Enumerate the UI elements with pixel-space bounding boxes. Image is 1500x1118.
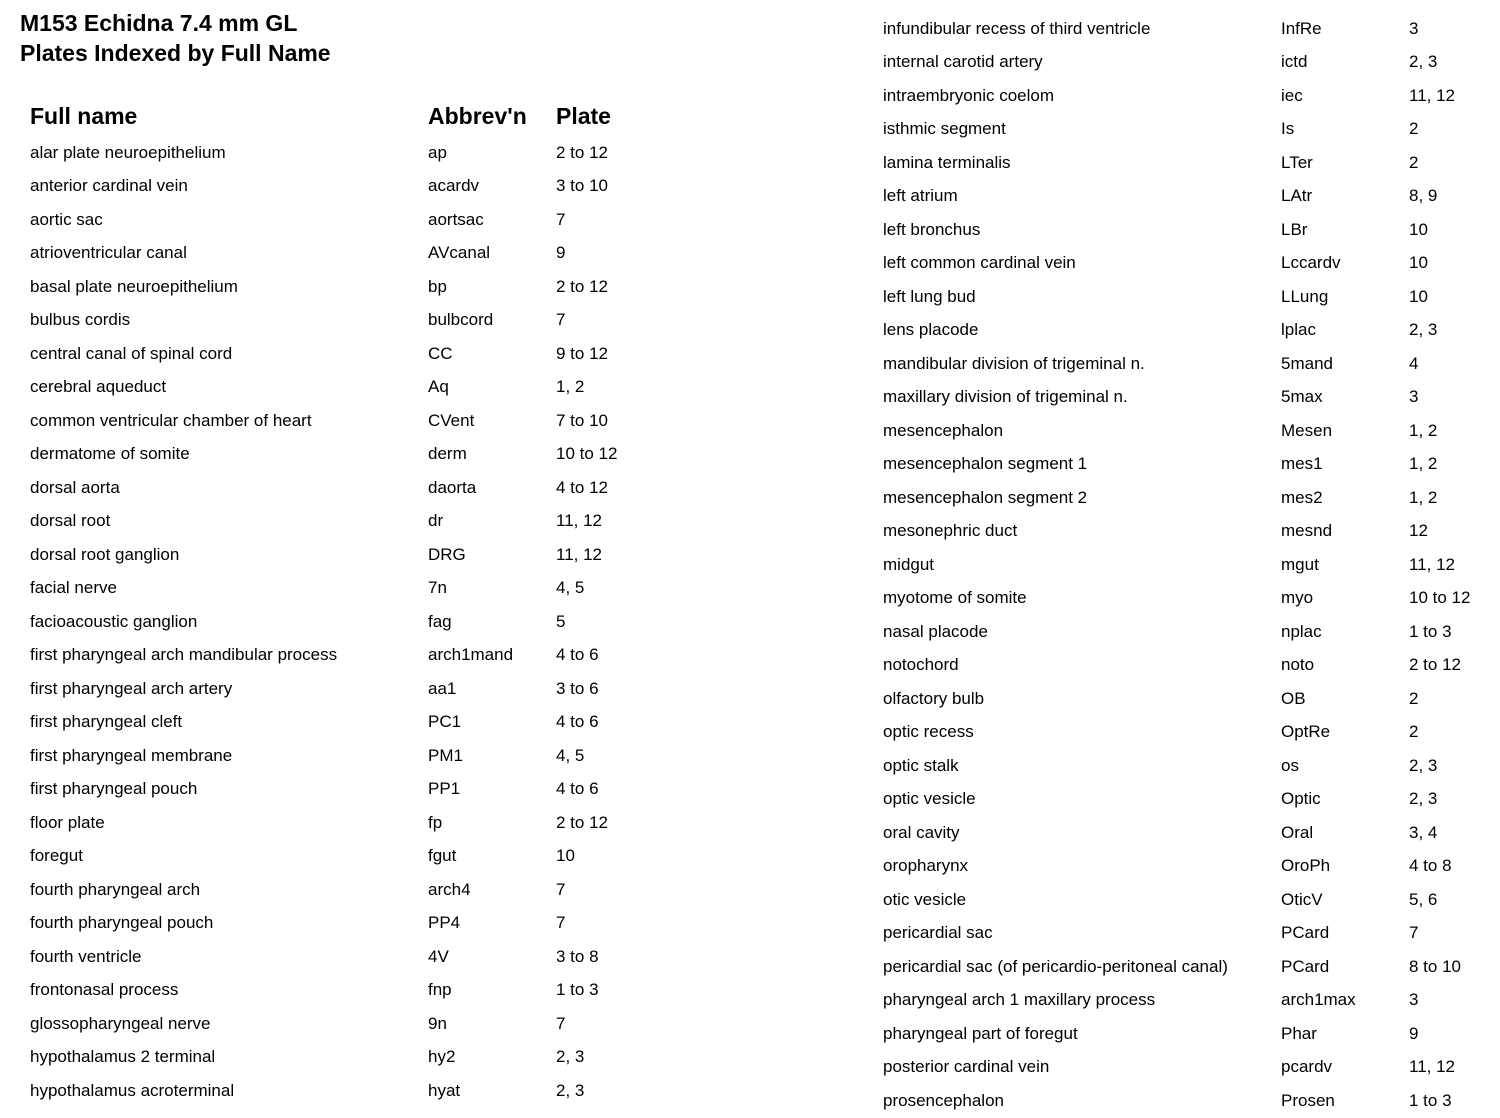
- row-plate: 10 to 12: [556, 444, 618, 464]
- row-abbreviation: lplac: [1281, 320, 1316, 340]
- row-full-name: mesencephalon segment 1: [883, 454, 1088, 474]
- row-abbreviation: daorta: [428, 477, 477, 497]
- table-row: [883, 749, 1489, 783]
- row-full-name: pharyngeal arch 1 maxillary process: [883, 990, 1156, 1010]
- row-full-name: maxillary division of trigeminal n.: [883, 387, 1128, 407]
- table-row: [30, 806, 656, 840]
- row-full-name: mesencephalon segment 2: [883, 487, 1088, 507]
- row-plate: 1 to 3: [556, 980, 599, 1000]
- header-plate: Plate: [556, 102, 611, 129]
- index-table-right: [883, 12, 1489, 1118]
- row-full-name: nasal placode: [883, 621, 988, 641]
- row-plate: 8, 9: [1409, 186, 1438, 206]
- table-row: [30, 1074, 656, 1108]
- table-row: [30, 237, 656, 271]
- row-abbreviation: pcardv: [1281, 1057, 1333, 1077]
- row-full-name: first pharyngeal arch artery: [30, 678, 233, 698]
- row-abbreviation: ap: [428, 142, 447, 162]
- row-abbreviation: 5max: [1281, 387, 1323, 407]
- table-row: [30, 304, 656, 338]
- table-row: [883, 280, 1489, 314]
- row-abbreviation: Is: [1281, 119, 1295, 139]
- table-row: [883, 984, 1489, 1018]
- row-plate: 9 to 12: [556, 343, 608, 363]
- table-row: [883, 414, 1489, 448]
- table-row: [883, 716, 1489, 750]
- table-row: [30, 773, 656, 807]
- table-row: [30, 672, 656, 706]
- table-row: [30, 907, 656, 941]
- row-plate: 3 to 10: [556, 176, 608, 196]
- row-abbreviation: LLung: [1281, 286, 1329, 306]
- table-row: [883, 448, 1489, 482]
- row-full-name: first pharyngeal membrane: [30, 745, 233, 765]
- row-abbreviation: OticV: [1281, 889, 1323, 909]
- row-plate: 2 to 12: [556, 812, 608, 832]
- table-row: [883, 347, 1489, 381]
- row-plate: 7: [1409, 923, 1419, 943]
- row-abbreviation: hy2: [428, 1047, 456, 1067]
- row-abbreviation: aortsac: [428, 209, 484, 229]
- row-abbreviation: PC1: [428, 712, 462, 732]
- row-plate: 12: [1409, 521, 1428, 541]
- row-full-name: optic recess: [883, 722, 974, 742]
- row-full-name: frontonasal process: [30, 980, 179, 1000]
- row-plate: 2: [1409, 119, 1419, 139]
- row-plate: 3 to 6: [556, 678, 599, 698]
- row-abbreviation: LTer: [1281, 152, 1313, 172]
- row-abbreviation: hyat: [428, 1080, 461, 1100]
- table-row: [30, 371, 656, 405]
- row-plate: 7: [556, 913, 566, 933]
- row-plate: 1, 2: [1409, 420, 1438, 440]
- row-abbreviation: iec: [1281, 85, 1303, 105]
- row-plate: 3: [1409, 990, 1419, 1010]
- row-abbreviation: aa1: [428, 678, 457, 698]
- row-plate: 1 to 3: [1409, 621, 1452, 641]
- row-full-name: optic vesicle: [883, 789, 976, 809]
- row-full-name: left lung bud: [883, 286, 976, 306]
- row-abbreviation: arch4: [428, 879, 471, 899]
- row-full-name: mandibular division of trigeminal n.: [883, 353, 1145, 373]
- table-row: [30, 505, 656, 539]
- row-full-name: pericardial sac: [883, 923, 993, 943]
- row-full-name: oropharynx: [883, 856, 969, 876]
- table-row: [883, 79, 1489, 113]
- row-full-name: foregut: [30, 846, 83, 866]
- row-full-name: fourth ventricle: [30, 946, 142, 966]
- row-abbreviation: mesnd: [1281, 521, 1333, 541]
- row-abbreviation: noto: [1281, 655, 1315, 675]
- row-plate: 4 to 6: [556, 779, 599, 799]
- row-full-name: dorsal root: [30, 511, 111, 531]
- row-full-name: prosencephalon: [883, 1090, 1004, 1110]
- table-row: [30, 840, 656, 874]
- row-abbreviation: 5mand: [1281, 353, 1333, 373]
- row-full-name: cerebral aqueduct: [30, 377, 167, 397]
- row-abbreviation: Optic: [1281, 789, 1321, 809]
- row-abbreviation: PCard: [1281, 956, 1330, 976]
- table-row: [30, 1041, 656, 1075]
- row-full-name: fourth pharyngeal arch: [30, 879, 201, 899]
- row-full-name: dorsal root ganglion: [30, 544, 180, 564]
- row-abbreviation: mgut: [1281, 554, 1319, 574]
- row-abbreviation: fag: [428, 611, 452, 631]
- table-row: [30, 639, 656, 673]
- table-row: [883, 548, 1489, 582]
- row-plate: 4, 5: [556, 745, 585, 765]
- row-plate: 4 to 12: [556, 477, 608, 497]
- table-row: [30, 873, 656, 907]
- row-plate: 3: [1409, 387, 1419, 407]
- table-row: [883, 682, 1489, 716]
- row-abbreviation: CVent: [428, 410, 475, 430]
- row-abbreviation: 4V: [428, 946, 449, 966]
- table-row: [883, 481, 1489, 515]
- table-row: [883, 615, 1489, 649]
- row-full-name: floor plate: [30, 812, 105, 832]
- table-row: [30, 605, 656, 639]
- row-plate: 1, 2: [556, 377, 585, 397]
- row-full-name: bulbus cordis: [30, 310, 131, 330]
- row-abbreviation: os: [1281, 755, 1299, 775]
- table-row: [883, 515, 1489, 549]
- row-plate: 4 to 8: [1409, 856, 1452, 876]
- row-abbreviation: Oral: [1281, 822, 1314, 842]
- table-body-right: [883, 12, 1489, 1118]
- row-full-name: left atrium: [883, 186, 958, 206]
- row-full-name: lamina terminalis: [883, 152, 1011, 172]
- row-plate: 2 to 12: [556, 142, 608, 162]
- row-full-name: oral cavity: [883, 822, 960, 842]
- table-row: [30, 739, 656, 773]
- row-abbreviation: nplac: [1281, 621, 1322, 641]
- row-abbreviation: LBr: [1281, 219, 1308, 239]
- row-abbreviation: Lccardv: [1281, 253, 1341, 273]
- row-full-name: otic vesicle: [883, 889, 967, 909]
- table-row: [883, 46, 1489, 80]
- table-row: [883, 213, 1489, 247]
- table-row: [883, 582, 1489, 616]
- row-full-name: optic stalk: [883, 755, 959, 775]
- row-plate: 10: [1409, 219, 1428, 239]
- row-full-name: left bronchus: [883, 219, 981, 239]
- row-full-name: internal carotid artery: [883, 52, 1043, 72]
- row-plate: 8 to 10: [1409, 956, 1461, 976]
- row-abbreviation: LAtr: [1281, 186, 1313, 206]
- table-row: [883, 649, 1489, 683]
- table-row: [30, 940, 656, 974]
- row-plate: 2, 3: [556, 1080, 585, 1100]
- document-title: [20, 8, 331, 68]
- row-full-name: infundibular recess of third ventricle: [883, 18, 1151, 38]
- row-plate: 11, 12: [1409, 85, 1456, 105]
- row-abbreviation: Mesen: [1281, 420, 1333, 440]
- row-abbreviation: PM1: [428, 745, 463, 765]
- row-full-name: anterior cardinal vein: [30, 176, 188, 196]
- row-full-name: lens placode: [883, 320, 979, 340]
- table-row: [30, 136, 656, 170]
- row-plate: 2: [1409, 722, 1419, 742]
- row-plate: 2, 3: [556, 1047, 585, 1067]
- table-row: [883, 1017, 1489, 1051]
- row-full-name: olfactory bulb: [883, 688, 985, 708]
- row-abbreviation: mes2: [1281, 487, 1323, 507]
- row-abbreviation: OB: [1281, 688, 1306, 708]
- row-plate: 2: [1409, 152, 1419, 172]
- row-full-name: hypothalamus 2 terminal: [30, 1047, 216, 1067]
- row-full-name: dermatome of somite: [30, 444, 190, 464]
- row-abbreviation: fp: [428, 812, 443, 832]
- row-plate: 7: [556, 879, 566, 899]
- row-full-name: mesencephalon: [883, 420, 1004, 440]
- row-plate: 2, 3: [1409, 789, 1438, 809]
- index-table-left: [30, 96, 656, 1108]
- row-full-name: isthmic segment: [883, 119, 1006, 139]
- row-plate: 10: [556, 846, 575, 866]
- row-full-name: glossopharyngeal nerve: [30, 1013, 211, 1033]
- row-plate: 3, 4: [1409, 822, 1438, 842]
- row-full-name: pericardial sac (of pericardio-peritoneal canal): [883, 956, 1228, 976]
- row-abbreviation: arch1max: [1281, 990, 1356, 1010]
- row-full-name: hypothalamus acroterminal: [30, 1080, 235, 1100]
- row-abbreviation: Phar: [1281, 1023, 1317, 1043]
- header-full-name: Full name: [30, 102, 138, 129]
- table-row: [30, 1007, 656, 1041]
- row-full-name: facioacoustic ganglion: [30, 611, 198, 631]
- table-row: [883, 816, 1489, 850]
- row-full-name: dorsal aorta: [30, 477, 120, 497]
- table-row: [883, 12, 1489, 46]
- row-full-name: central canal of spinal cord: [30, 343, 233, 363]
- row-full-name: first pharyngeal pouch: [30, 779, 198, 799]
- row-plate: 2, 3: [1409, 52, 1438, 72]
- row-plate: 2 to 12: [1409, 655, 1461, 675]
- table-row: [30, 471, 656, 505]
- row-abbreviation: arch1mand: [428, 645, 514, 665]
- table-row: [883, 180, 1489, 214]
- row-plate: 2: [1409, 688, 1419, 708]
- row-abbreviation: AVcanal: [428, 243, 491, 263]
- table-row: [30, 572, 656, 606]
- table-row: [30, 170, 656, 204]
- row-plate: 11, 12: [1409, 554, 1456, 574]
- row-plate: 1 to 3: [1409, 1090, 1452, 1110]
- row-full-name: intraembryonic coelom: [883, 85, 1055, 105]
- table-row: [883, 950, 1489, 984]
- row-plate: 4, 5: [556, 578, 585, 598]
- table-body-left: [30, 136, 656, 1108]
- table-row: [883, 883, 1489, 917]
- row-plate: 1, 2: [1409, 487, 1438, 507]
- row-full-name: notochord: [883, 655, 959, 675]
- row-plate: 2, 3: [1409, 320, 1438, 340]
- row-abbreviation: bulbcord: [428, 310, 494, 330]
- row-full-name: first pharyngeal cleft: [30, 712, 183, 732]
- row-full-name: midgut: [883, 554, 935, 574]
- row-full-name: pharyngeal part of foregut: [883, 1023, 1078, 1043]
- table-row: [883, 1084, 1489, 1118]
- row-abbreviation: acardv: [428, 176, 480, 196]
- header-abbrev: Abbrev'n: [428, 102, 527, 129]
- row-plate: 11, 12: [556, 511, 603, 531]
- row-abbreviation: Aq: [428, 377, 449, 397]
- table-header: [30, 96, 656, 136]
- row-abbreviation: InfRe: [1281, 18, 1322, 38]
- row-abbreviation: DRG: [428, 544, 466, 564]
- table-row: [883, 381, 1489, 415]
- row-abbreviation: OroPh: [1281, 856, 1331, 876]
- row-full-name: basal plate neuroepithelium: [30, 276, 238, 296]
- row-abbreviation: 7n: [428, 578, 447, 598]
- table-row: [30, 404, 656, 438]
- table-row: [30, 706, 656, 740]
- row-abbreviation: 9n: [428, 1013, 447, 1033]
- row-plate: 10: [1409, 286, 1428, 306]
- table-row: [30, 974, 656, 1008]
- table-row: [30, 270, 656, 304]
- row-plate: 2 to 12: [556, 276, 608, 296]
- row-plate: 7: [556, 1013, 566, 1033]
- row-abbreviation: fgut: [428, 846, 457, 866]
- row-plate: 9: [1409, 1023, 1419, 1043]
- row-abbreviation: dr: [428, 511, 444, 531]
- row-full-name: posterior cardinal vein: [883, 1057, 1050, 1077]
- row-full-name: facial nerve: [30, 578, 117, 598]
- row-plate: 7 to 10: [556, 410, 608, 430]
- row-abbreviation: CC: [428, 343, 453, 363]
- row-plate: 1, 2: [1409, 454, 1438, 474]
- row-plate: 11, 12: [556, 544, 603, 564]
- title-line-1: M153 Echidna 7.4 mm GL: [20, 10, 298, 36]
- title-line-2: Plates Indexed by Full Name: [20, 40, 331, 66]
- row-plate: 3 to 8: [556, 946, 599, 966]
- row-plate: 2, 3: [1409, 755, 1438, 775]
- row-full-name: mesonephric duct: [883, 521, 1018, 541]
- table-row: [883, 314, 1489, 348]
- row-abbreviation: mes1: [1281, 454, 1323, 474]
- table-row: [883, 1051, 1489, 1085]
- row-abbreviation: OptRe: [1281, 722, 1331, 742]
- row-full-name: atrioventricular canal: [30, 243, 187, 263]
- row-abbreviation: ictd: [1281, 52, 1308, 72]
- table-row: [883, 247, 1489, 281]
- table-row: [30, 337, 656, 371]
- row-abbreviation: PP1: [428, 779, 461, 799]
- row-abbreviation: PP4: [428, 913, 461, 933]
- row-full-name: first pharyngeal arch mandibular process: [30, 645, 338, 665]
- row-plate: 10: [1409, 253, 1428, 273]
- row-plate: 7: [556, 310, 566, 330]
- row-full-name: common ventricular chamber of heart: [30, 410, 312, 430]
- row-abbreviation: bp: [428, 276, 447, 296]
- row-plate: 5: [556, 611, 566, 631]
- table-row: [883, 850, 1489, 884]
- table-row: [30, 438, 656, 472]
- row-full-name: myotome of somite: [883, 588, 1027, 608]
- row-full-name: fourth pharyngeal pouch: [30, 913, 214, 933]
- row-plate: 11, 12: [1409, 1057, 1456, 1077]
- table-row: [883, 113, 1489, 147]
- row-abbreviation: fnp: [428, 980, 452, 1000]
- row-abbreviation: PCard: [1281, 923, 1330, 943]
- row-full-name: aortic sac: [30, 209, 103, 229]
- row-plate: 4: [1409, 353, 1419, 373]
- row-plate: 7: [556, 209, 566, 229]
- table-row: [883, 783, 1489, 817]
- row-plate: 4 to 6: [556, 712, 599, 732]
- row-plate: 3: [1409, 18, 1419, 38]
- row-plate: 10 to 12: [1409, 588, 1471, 608]
- table-row: [30, 203, 656, 237]
- row-plate: 9: [556, 243, 566, 263]
- row-full-name: alar plate neuroepithelium: [30, 142, 226, 162]
- table-row: [883, 917, 1489, 951]
- row-full-name: left common cardinal vein: [883, 253, 1076, 273]
- table-row: [883, 146, 1489, 180]
- row-abbreviation: myo: [1281, 588, 1314, 608]
- row-plate: 5, 6: [1409, 889, 1438, 909]
- row-abbreviation: Prosen: [1281, 1090, 1335, 1110]
- table-row: [30, 538, 656, 572]
- row-plate: 4 to 6: [556, 645, 599, 665]
- row-abbreviation: derm: [428, 444, 467, 464]
